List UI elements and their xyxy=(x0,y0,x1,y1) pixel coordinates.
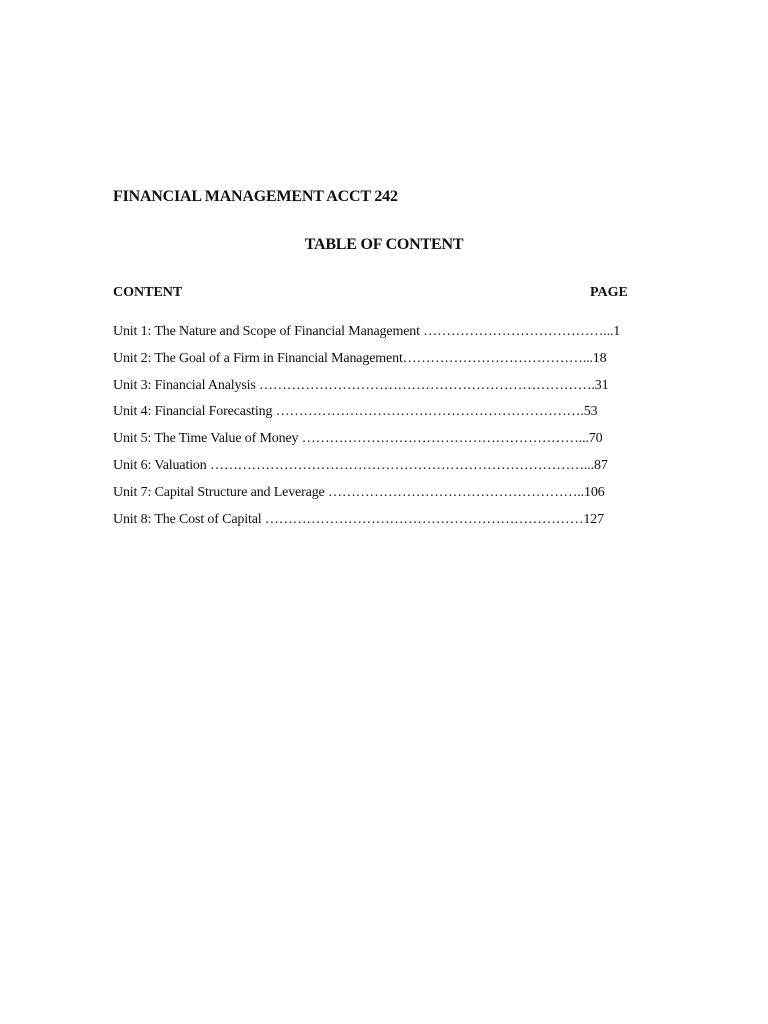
toc-entry-unit-5: Unit 5: The Time Value of Money ……………………………………………………...70 xyxy=(113,431,603,447)
page-column-header: PAGE xyxy=(590,285,628,300)
toc-entry-unit-1: Unit 1: The Nature and Scope of Financial Management …………………………………...1 xyxy=(113,324,621,339)
document-title: FINANCIAL MANAGEMENT ACCT 242 xyxy=(113,188,398,205)
toc-entry-unit-3: Unit 3: Financial Analysis ……………………………………………………………….31 xyxy=(113,377,609,393)
toc-entry-unit-2: Unit 2: The Goal of a Firm in Financial Management…………………………………...18 xyxy=(113,350,607,366)
content-column-header: CONTENT xyxy=(113,285,183,300)
toc-list xyxy=(113,322,620,536)
toc-entry-unit-4: Unit 4: Financial Forecasting ………………………………………………………….53 xyxy=(113,404,598,420)
toc-entry-unit-6: Unit 6: Valuation ………………………………………………………………………...87 xyxy=(113,457,608,473)
toc-heading: TABLE OF CONTENT xyxy=(304,236,464,253)
toc-entry-unit-8: Unit 8: The Cost of Capital ……………………………………………………………127 xyxy=(113,511,604,527)
toc-entry-unit-7: Unit 7: Capital Structure and Leverage ………………………………………………..106 xyxy=(113,484,605,500)
